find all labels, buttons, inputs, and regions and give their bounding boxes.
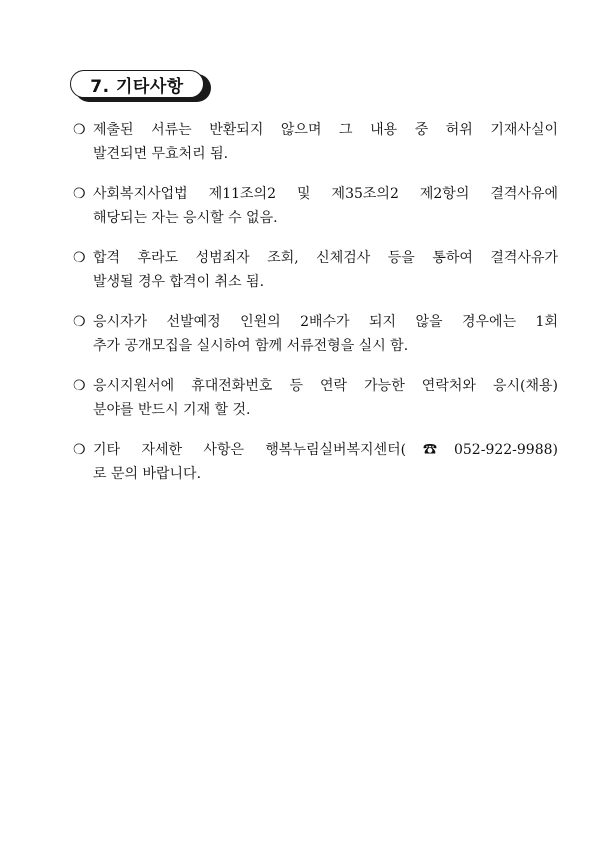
list-item	[72, 310, 558, 358]
list-item	[72, 182, 558, 230]
list-item-line: 해당되는 자는 응시할 수 없음.	[93, 210, 278, 226]
section-title: 7. 기타사항	[90, 76, 184, 97]
section-header	[70, 70, 210, 102]
list-item-text	[93, 246, 558, 294]
list-item	[72, 246, 558, 294]
bullet-icon: ❍	[73, 442, 86, 458]
list-item-line: 로 문의 바랍니다.	[93, 466, 202, 482]
list-item-line: 합격 후라도 성범죄자 조회, 신체검사 등을 통하여 결격사유가	[93, 250, 558, 266]
list-item-text	[93, 310, 558, 358]
list-item-line: 응시자가 선발예정 인원의 2배수가 되지 않을 경우에는 1회	[93, 314, 558, 330]
bullet-icon: ❍	[73, 250, 86, 266]
bullet-icon: ❍	[73, 122, 86, 138]
list-item-line: 응시지원서에 휴대전화번호 등 연락 가능한 연락처와 응시(채용)	[93, 378, 558, 394]
bullet-icon: ❍	[73, 186, 86, 202]
list-item-line: 추가 공개모집을 실시하여 함께 서류전형을 실시 함.	[93, 338, 409, 354]
list-item-text	[93, 182, 558, 230]
list-item	[72, 118, 558, 166]
list-item-line: 사회복지사업법 제11조의2 및 제35조의2 제2항의 결격사유에	[93, 186, 558, 202]
list-item-line: 제출된 서류는 반환되지 않으며 그 내용 중 허위 기재사실이	[93, 122, 558, 138]
list-item-text	[93, 374, 558, 422]
section-header-box	[70, 70, 204, 98]
list-item-line: 발견되면 무효처리 됨.	[93, 146, 229, 162]
list-item-line: 기타 자세한 사항은 행복누림실버복지센터(☎052-922-9988)	[93, 442, 558, 458]
list-item-text	[93, 438, 558, 486]
list-item	[72, 438, 558, 486]
bullet-icon: ❍	[73, 378, 86, 394]
bullet-icon: ❍	[73, 314, 86, 330]
list-item-text	[93, 118, 558, 166]
list-item	[72, 374, 558, 422]
notice-list	[72, 118, 558, 502]
list-item-line: 발생될 경우 합격이 취소 됨.	[93, 274, 265, 290]
list-item-line: 분야를 반드시 기재 할 것.	[93, 402, 251, 418]
